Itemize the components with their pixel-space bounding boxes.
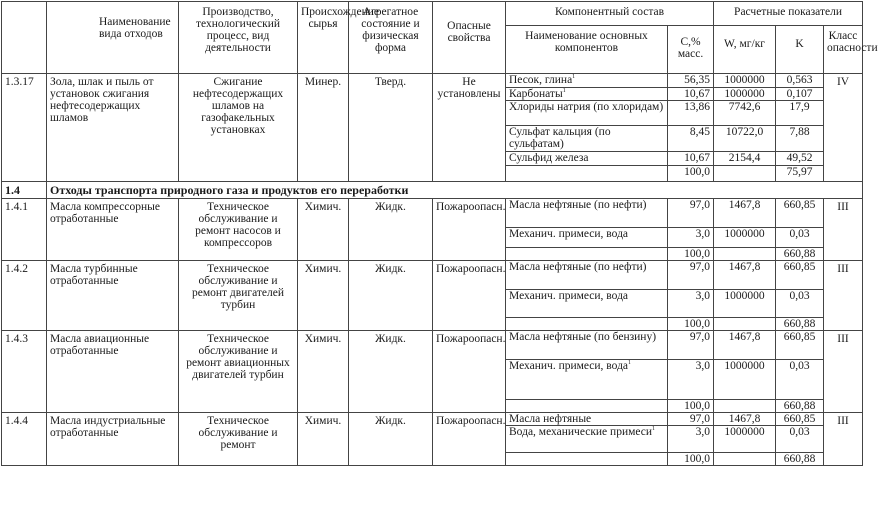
component-name: [506, 261, 668, 290]
entry-origin: Минер.: [298, 74, 349, 182]
table-row: [2, 74, 863, 88]
entry-process: Техническое обслуживание и ремонт авиационных двигателей турбин: [179, 331, 298, 413]
header-w: W, мг/кг: [714, 26, 776, 74]
waste-classification-table: [1, 1, 878, 466]
entry-origin: Химич.: [298, 199, 349, 261]
table-row: [2, 413, 863, 426]
component-name-text: Сульфид железа: [509, 152, 589, 164]
component-concentration: 3,0: [668, 228, 714, 248]
component-w: 1000000: [714, 290, 776, 318]
header-waste-name: Наименование вида отходов: [47, 2, 179, 74]
footnote-marker: 1: [572, 74, 576, 81]
section-title: Отходы транспорта природного газа и продуктов его переработки: [47, 182, 863, 199]
component-concentration: 97,0: [668, 331, 714, 360]
header-origin: Происхождение сырья: [298, 2, 349, 74]
entry-name: Масла компрессорные отработанные: [47, 199, 179, 261]
component-w: 7742,6: [714, 101, 776, 126]
component-name: [506, 290, 668, 318]
component-concentration: 3,0: [668, 360, 714, 400]
header-process: Производство, технологический процесс, вид деятельности: [179, 2, 298, 74]
entry-hazard: Пожароопасн.: [433, 199, 506, 261]
header-hazard: Опасные свойства: [433, 2, 506, 74]
total-concentration: 100,0: [668, 318, 714, 331]
total-concentration: 100,0: [668, 248, 714, 261]
component-w: 10722,0: [714, 126, 776, 152]
entry-hazard-class: III: [824, 413, 863, 466]
component-w: 1000000: [714, 74, 776, 88]
entry-hazard-class: III: [824, 331, 863, 413]
total-k: 75,97: [776, 166, 824, 182]
component-name-text: Механич. примеси, вода: [509, 228, 629, 240]
component-k: 660,85: [776, 331, 824, 360]
component-name-text: Хлориды натрия (по хлоридам): [509, 101, 664, 113]
component-k: 0,03: [776, 290, 824, 318]
total-k: 660,88: [776, 318, 824, 331]
section-row: [2, 182, 863, 199]
total-w-empty: [714, 400, 776, 413]
component-concentration: 56,35: [668, 74, 714, 88]
component-name-text: Масла нефтяные (по нефти): [509, 261, 647, 273]
component-name-empty: [506, 453, 668, 466]
table-row: [2, 199, 863, 228]
component-name: [506, 199, 668, 228]
header-state: Агрегатное состояние и физическая форма: [349, 2, 433, 74]
entry-hazard: Пожароопасн.: [433, 413, 506, 466]
entry-process: Техническое обслуживание и ремонт насосов и компрессоров: [179, 199, 298, 261]
entry-hazard: Пожароопасн.: [433, 261, 506, 331]
entry-name: Зола, шлак и пыль от установок сжигания нефтесодержащих шламов: [47, 74, 179, 182]
entry-name: Масла индустриальные отработанные: [47, 413, 179, 466]
entry-hazard: Не установлены: [433, 74, 506, 182]
component-k: 660,85: [776, 199, 824, 228]
header-code: [2, 2, 47, 74]
component-concentration: 8,45: [668, 126, 714, 152]
entry-code: 1.4.4: [2, 413, 47, 466]
entry-process: Техническое обслуживание и ремонт двигателей турбин: [179, 261, 298, 331]
component-name-text: Механич. примеси, вода: [509, 360, 629, 372]
entry-hazard-class: III: [824, 199, 863, 261]
footnote-marker: 1: [652, 426, 656, 433]
component-w: 1000000: [714, 228, 776, 248]
footnote-marker: 1: [562, 88, 566, 95]
entry-hazard-class: III: [824, 261, 863, 331]
component-w: 1000000: [714, 88, 776, 101]
entry-code: 1.3.17: [2, 74, 47, 182]
component-k: 660,85: [776, 261, 824, 290]
entry-state: Жидк.: [349, 261, 433, 331]
component-concentration: 97,0: [668, 413, 714, 426]
component-name-empty: [506, 400, 668, 413]
entry-state: Жидк.: [349, 413, 433, 466]
entry-hazard: Пожароопасн.: [433, 331, 506, 413]
component-concentration: 97,0: [668, 199, 714, 228]
entry-state: Тверд.: [349, 74, 433, 182]
component-concentration: 97,0: [668, 261, 714, 290]
component-name: [506, 152, 668, 166]
header-concentration: С,% масс.: [668, 26, 714, 74]
total-w-empty: [714, 166, 776, 182]
component-concentration: 10,67: [668, 152, 714, 166]
entry-name: Масла авиационные отработанные: [47, 331, 179, 413]
component-concentration: 3,0: [668, 426, 714, 453]
component-name: [506, 331, 668, 360]
component-k: 0,03: [776, 228, 824, 248]
table-row: [2, 261, 863, 290]
total-w-empty: [714, 318, 776, 331]
component-k: 49,52: [776, 152, 824, 166]
component-w: 1467,8: [714, 199, 776, 228]
component-name-text: Песок, глина: [509, 74, 573, 86]
component-name: [506, 413, 668, 426]
component-w: 1467,8: [714, 331, 776, 360]
component-w: 2154,4: [714, 152, 776, 166]
header-k: K: [776, 26, 824, 74]
component-w: 1467,8: [714, 413, 776, 426]
component-name: [506, 126, 668, 152]
component-k: 0,03: [776, 360, 824, 400]
component-concentration: 13,86: [668, 101, 714, 126]
component-w: 1000000: [714, 426, 776, 453]
component-concentration: 3,0: [668, 290, 714, 318]
table-row: [2, 331, 863, 360]
entry-code: 1.4.2: [2, 261, 47, 331]
header-calc-group: Расчетные показатели: [714, 2, 863, 26]
total-w-empty: [714, 453, 776, 466]
component-k: 7,88: [776, 126, 824, 152]
component-k: 0,03: [776, 426, 824, 453]
component-name: [506, 74, 668, 88]
entry-state: Жидк.: [349, 199, 433, 261]
component-name: [506, 426, 668, 453]
component-name-empty: [506, 248, 668, 261]
component-concentration: 10,67: [668, 88, 714, 101]
total-concentration: 100,0: [668, 166, 714, 182]
entry-origin: Химич.: [298, 331, 349, 413]
component-w: 1000000: [714, 360, 776, 400]
total-k: 660,88: [776, 453, 824, 466]
header-hazard-class: Класс опасности: [824, 26, 863, 74]
component-name-empty: [506, 166, 668, 182]
total-k: 660,88: [776, 248, 824, 261]
entry-name: Масла турбинные отработанные: [47, 261, 179, 331]
component-k: 0,107: [776, 88, 824, 101]
section-code: 1.4: [2, 182, 47, 199]
entry-hazard-class: IV: [824, 74, 863, 182]
component-w: 1467,8: [714, 261, 776, 290]
entry-code: 1.4.1: [2, 199, 47, 261]
total-w-empty: [714, 248, 776, 261]
component-name: [506, 228, 668, 248]
component-name: [506, 360, 668, 400]
component-name-text: Сульфат кальция (по сульфатам): [509, 126, 611, 150]
entry-process: Техническое обслуживание и ремонт: [179, 413, 298, 466]
component-name-text: Масла нефтяные (по нефти): [509, 199, 647, 211]
component-name-empty: [506, 318, 668, 331]
component-k: 17,9: [776, 101, 824, 126]
component-name-text: Карбонаты: [509, 88, 563, 100]
component-name-text: Вода, механические примеси: [509, 426, 653, 438]
total-k: 660,88: [776, 400, 824, 413]
total-concentration: 100,0: [668, 453, 714, 466]
entry-origin: Химич.: [298, 261, 349, 331]
component-name: [506, 88, 668, 101]
entry-origin: Химич.: [298, 413, 349, 466]
component-k: 660,85: [776, 413, 824, 426]
component-k: 0,563: [776, 74, 824, 88]
component-name: [506, 101, 668, 126]
header-component-group: Компонентный состав: [506, 2, 714, 26]
entry-code: 1.4.3: [2, 331, 47, 413]
component-name-text: Масла нефтяные: [509, 413, 592, 425]
header-component-name: Наименование основных компонентов: [506, 26, 668, 74]
component-name-text: Механич. примеси, вода: [509, 290, 629, 302]
total-concentration: 100,0: [668, 400, 714, 413]
entry-state: Жидк.: [349, 331, 433, 413]
footnote-marker: 1: [628, 360, 632, 367]
entry-process: Сжигание нефтесодержащих шламов на газофакельных установках: [179, 74, 298, 182]
component-name-text: Масла нефтяные (по бензину): [509, 331, 657, 343]
